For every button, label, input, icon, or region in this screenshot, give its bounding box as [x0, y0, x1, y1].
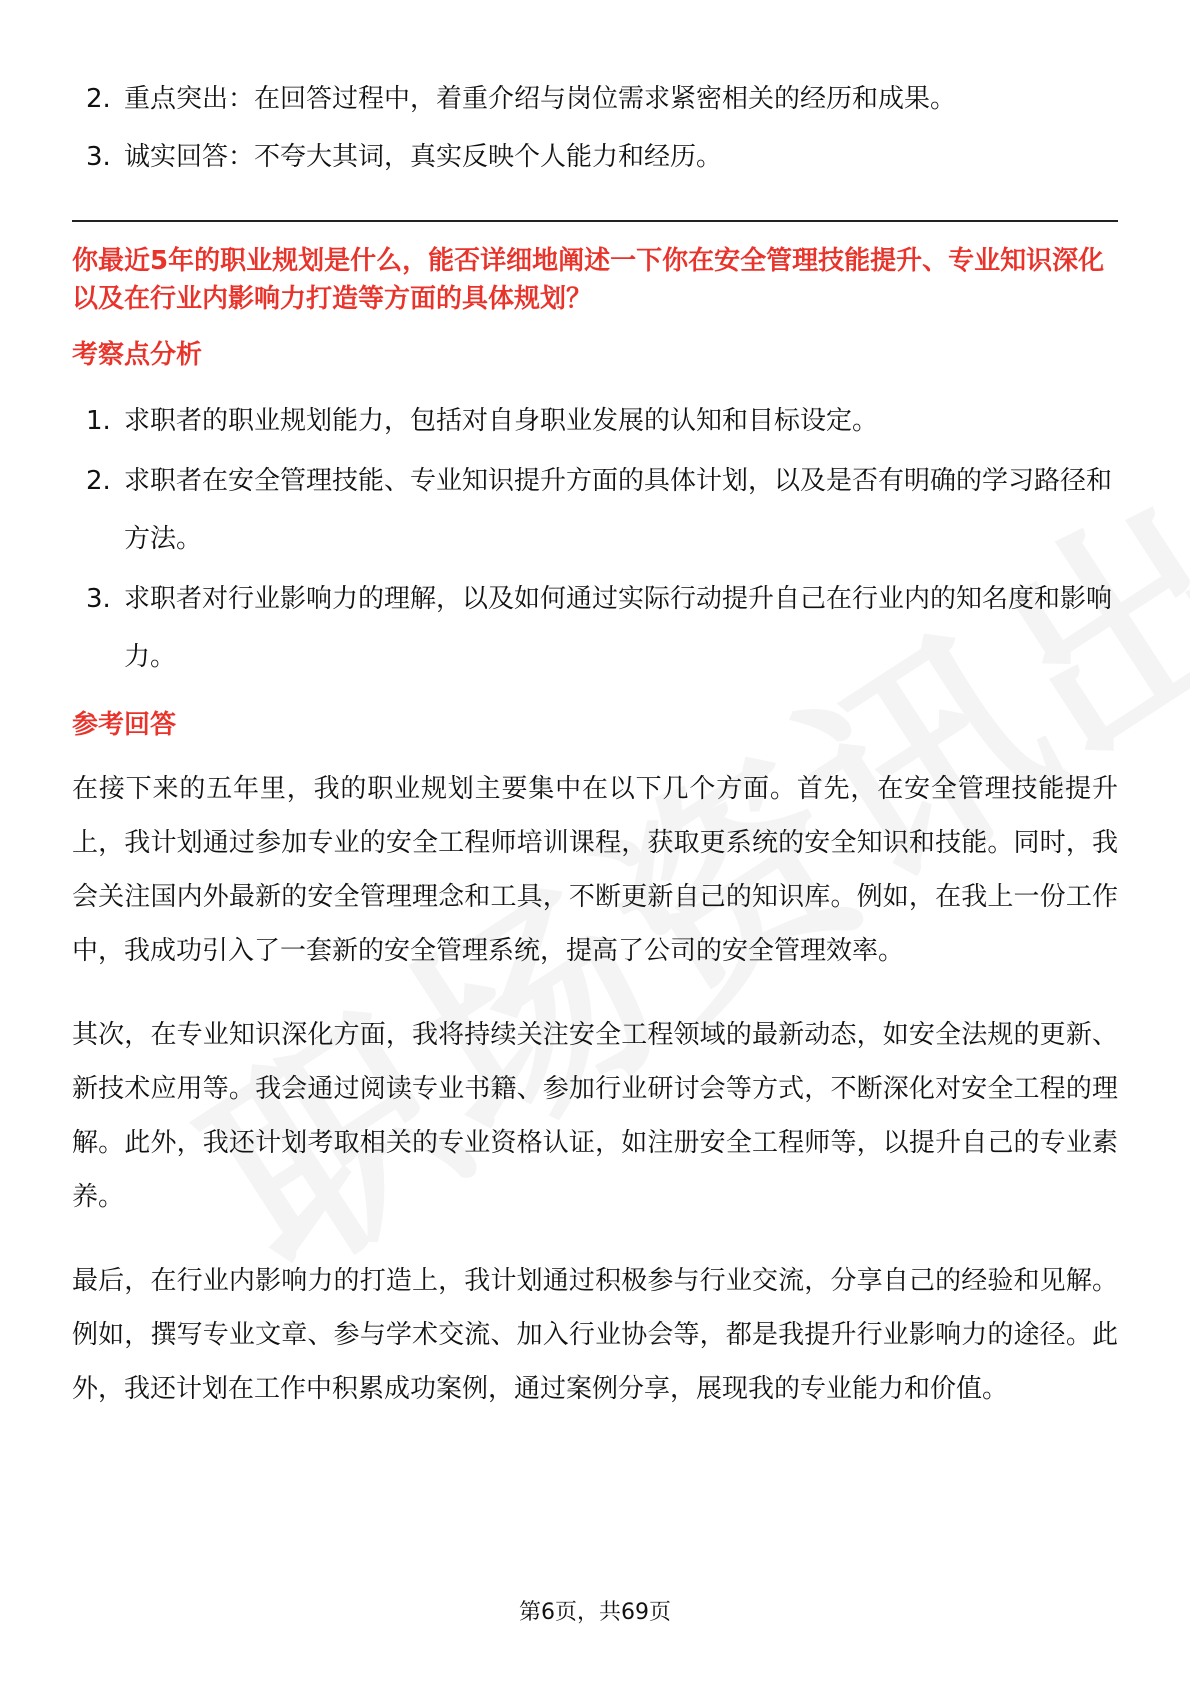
answer-paragraph: 在接下来的五年里，我的职业规划主要集中在以下几个方面。首先，在安全管理技能提升上，我计划通过参加专业的安全工程师培训课程，获取更系统的安全知识和技能。同时，我会关注国内外最新的安全管理理念和工具，不断更新自己的知识库。例如，在我上一份工作中，我成功引入了一套新的安全管理系统，提高了公司的安全管理效率。	[72, 774, 1118, 966]
page-content	[72, 70, 1118, 1446]
criteria-list	[72, 70, 1118, 186]
answer-paragraph: 最后，在行业内影响力的打造上，我计划通过积极参与行业交流，分享自己的经验和见解。例如，撰写专业文章、参与学术交流、加入行业协会等，都是我提升行业影响力的途径。此外，我还计划在工作中积累成功案例，通过案例分享，展现我的专业能力和价值。	[72, 1266, 1118, 1404]
list-text: 求职者的职业规划能力，包括对自身职业发展的认知和目标设定。	[124, 406, 879, 436]
interview-question: 你最近5年的职业规划是什么，能否详细地阐述一下你在安全管理技能提升、专业知识深化以及在行业内影响力打造等方面的具体规划？	[72, 246, 1105, 314]
list-text: 求职者对行业影响力的理解，以及如何通过实际行动提升自己在行业内的知名度和影响力。	[124, 584, 1113, 672]
list-number: 1.	[86, 406, 111, 436]
list-number: 3.	[86, 142, 111, 172]
list-text: 诚实回答：不夸大其词，真实反映个人能力和经历。	[124, 142, 723, 172]
answer-paragraph: 其次，在专业知识深化方面，我将持续关注安全工程领域的最新动态，如安全法规的更新、新技术应用等。我会通过阅读专业书籍、参加行业研讨会等方式，不断深化对安全工程的理解。此外，我还计划考取相关的专业资格认证，如注册安全工程师等，以提升自己的专业素养。	[72, 1020, 1118, 1212]
list-number: 3.	[86, 584, 111, 614]
section-divider	[72, 220, 1118, 222]
list-item	[72, 128, 1118, 186]
list-item	[72, 392, 1118, 450]
list-text: 求职者在安全管理技能、专业知识提升方面的具体计划，以及是否有明确的学习路径和方法。	[124, 466, 1113, 554]
analysis-heading: 考察点分析	[72, 340, 203, 370]
page-number: 第6页，共69页	[519, 1600, 671, 1625]
answer-heading: 参考回答	[72, 710, 177, 740]
analysis-list	[72, 392, 1118, 686]
list-item	[72, 570, 1118, 686]
list-item	[72, 452, 1118, 568]
list-item	[72, 70, 1118, 128]
list-number: 2.	[86, 84, 111, 114]
list-number: 2.	[86, 466, 111, 496]
list-text: 重点突出：在回答过程中，着重介绍与岗位需求紧密相关的经历和成果。	[124, 84, 957, 114]
